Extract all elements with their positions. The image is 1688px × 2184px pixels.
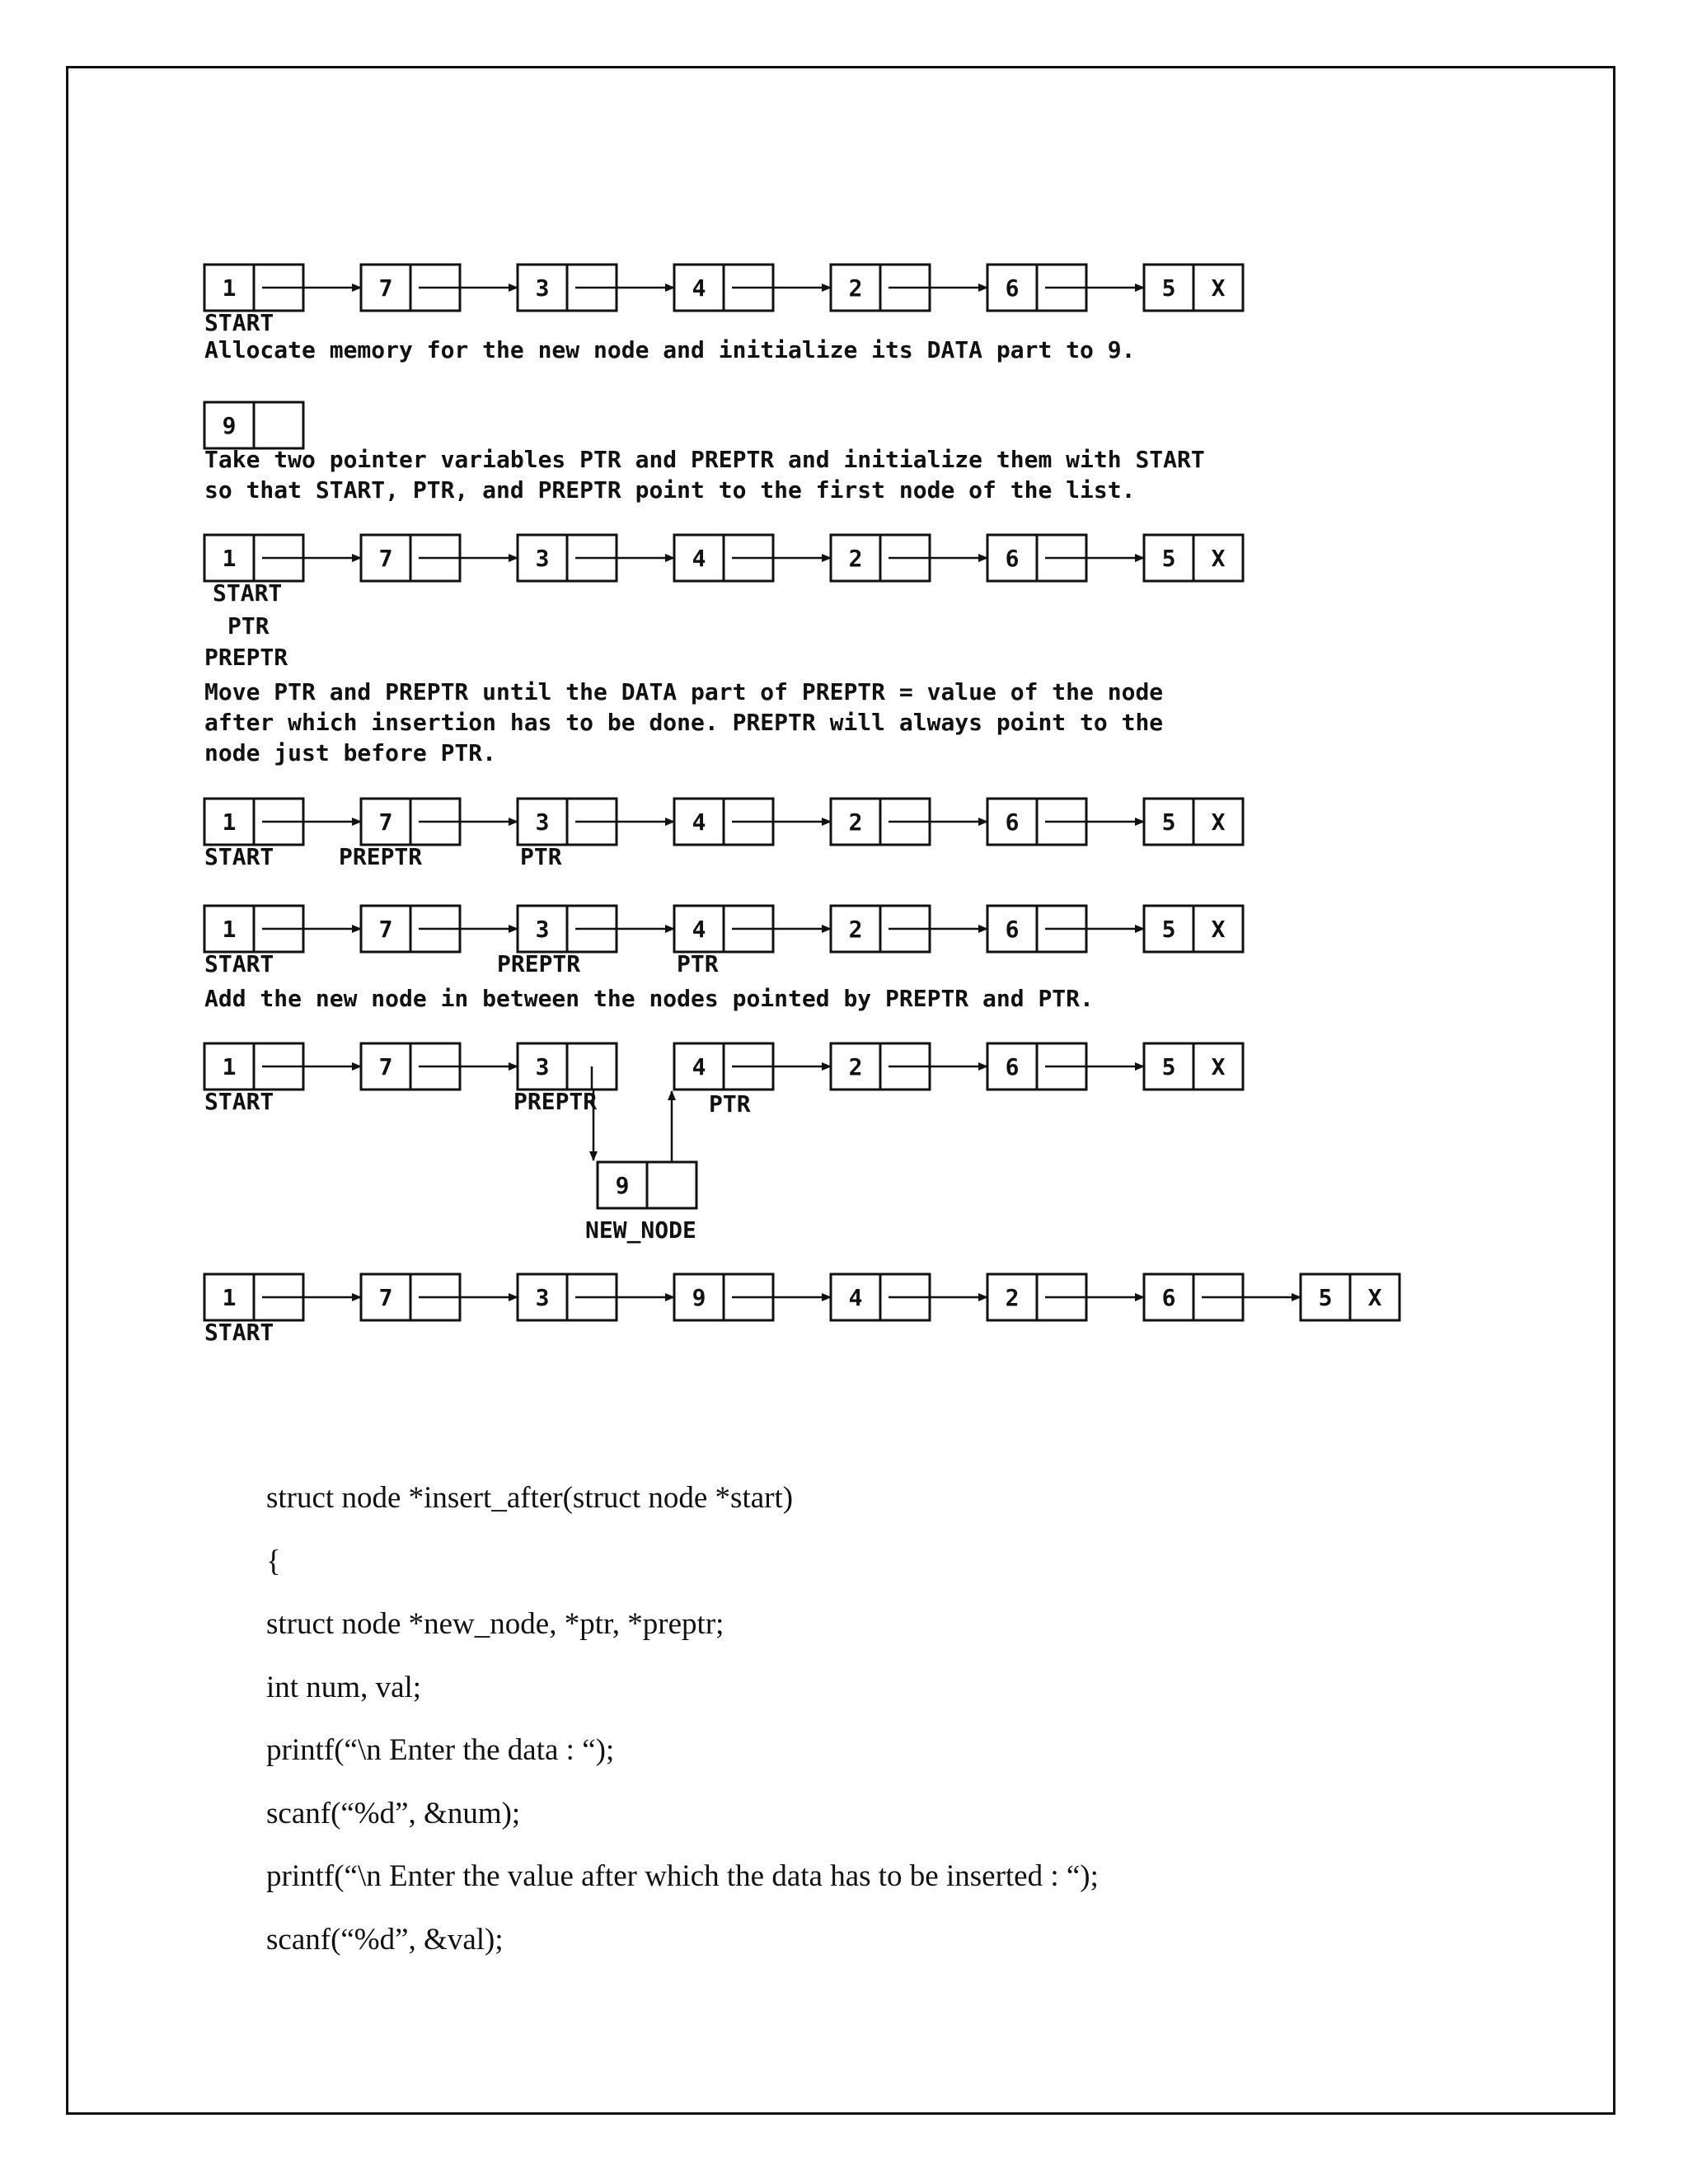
start-label: START bbox=[213, 579, 283, 607]
code-line-5: printf(“\n Enter the data : “); bbox=[266, 1733, 615, 1767]
list-node-value: 6 bbox=[1161, 1284, 1176, 1311]
list-node-value: 6 bbox=[1005, 274, 1020, 302]
linked-list-6 bbox=[204, 799, 1243, 870]
list-node-value: 1 bbox=[222, 1053, 237, 1080]
new-node-label: NEW_NODE bbox=[585, 1216, 696, 1244]
preptr-label: PREPTR bbox=[513, 1088, 598, 1115]
list-node-value: 3 bbox=[535, 916, 550, 943]
list-node-value: 1 bbox=[222, 274, 237, 302]
list-node-value: 4 bbox=[692, 916, 706, 943]
ptr-label: PTR bbox=[709, 1090, 751, 1118]
list-node-null-mark: X bbox=[1211, 808, 1226, 836]
code-line-4: int num, val; bbox=[266, 1671, 422, 1704]
list-node-value: 3 bbox=[535, 1284, 550, 1311]
list-node-value: 1 bbox=[222, 916, 237, 943]
list-node-value: 6 bbox=[1005, 545, 1020, 572]
step-text: Move PTR and PREPTR until the DATA part of PREPTR = value of the node bbox=[204, 678, 1164, 705]
code-line-6: scanf(“%d”, &num); bbox=[266, 1797, 521, 1830]
list-node-value: 7 bbox=[378, 1053, 393, 1080]
new-node-9 bbox=[204, 402, 303, 448]
step-text: Take two pointer variables PTR and PREPTR and initialize them with START bbox=[204, 446, 1205, 473]
ptr-label: PTR bbox=[677, 950, 719, 977]
list-node-null-mark: X bbox=[1211, 274, 1226, 302]
start-label: START bbox=[204, 950, 274, 977]
list-node-value: 5 bbox=[1161, 916, 1176, 943]
linked-list-insert-after-diagram bbox=[68, 68, 1613, 1469]
list-node-value: 4 bbox=[692, 808, 706, 836]
list-node-value: 7 bbox=[378, 1284, 393, 1311]
list-node-value: 7 bbox=[378, 916, 393, 943]
page-frame bbox=[66, 66, 1615, 2115]
list-node-value: 5 bbox=[1161, 808, 1176, 836]
list-node-value: 3 bbox=[535, 545, 550, 572]
list-node-value: 7 bbox=[378, 274, 393, 302]
linked-list-10 bbox=[204, 1274, 1400, 1346]
list-node-null-mark: X bbox=[1211, 1053, 1226, 1080]
list-node-value: 4 bbox=[692, 274, 706, 302]
list-node-value: 7 bbox=[378, 808, 393, 836]
list-node-value: 4 bbox=[692, 545, 706, 572]
preptr-label: PREPTR bbox=[204, 644, 288, 671]
list-node-value: 1 bbox=[222, 545, 237, 572]
ptr-label: PTR bbox=[227, 612, 270, 640]
linked-list-0 bbox=[204, 265, 1243, 336]
list-node-value: 6 bbox=[1005, 1053, 1020, 1080]
list-node-value: 3 bbox=[535, 808, 550, 836]
list-node-value: 2 bbox=[848, 1053, 863, 1080]
list-node-value: 2 bbox=[1005, 1284, 1020, 1311]
list-node-value: 2 bbox=[848, 274, 863, 302]
preptr-label: PREPTR bbox=[339, 843, 423, 870]
list-node-null-mark: X bbox=[1211, 916, 1226, 943]
new-node-value: 9 bbox=[222, 412, 237, 439]
linked-list-4 bbox=[204, 535, 1243, 671]
step-text: Add the new node in between the nodes pointed by PREPTR and PTR. bbox=[204, 985, 1094, 1012]
list-node-value: 5 bbox=[1161, 274, 1176, 302]
list-node-value: 6 bbox=[1005, 916, 1020, 943]
code-line-1: struct node *insert_after(struct node *start) bbox=[266, 1481, 794, 1515]
list-node-value: 5 bbox=[1318, 1284, 1333, 1311]
list-node-value: 2 bbox=[848, 916, 863, 943]
list-node-value: 7 bbox=[378, 545, 393, 572]
list-node-value: 9 bbox=[692, 1284, 706, 1311]
list-node-value: 5 bbox=[1161, 545, 1176, 572]
start-label: START bbox=[204, 1319, 274, 1346]
start-label: START bbox=[204, 843, 274, 870]
step-text: node just before PTR. bbox=[204, 739, 497, 766]
list-node-value: 2 bbox=[848, 545, 863, 572]
linked-list-9 bbox=[204, 1043, 1243, 1244]
list-node-value: 1 bbox=[222, 1284, 237, 1311]
step-text: after which insertion has to be done. PREPTR will always point to the bbox=[204, 709, 1164, 736]
code-line-8: scanf(“%d”, &val); bbox=[266, 1923, 504, 1957]
linked-list-7 bbox=[204, 906, 1243, 977]
list-node-value: 3 bbox=[535, 274, 550, 302]
list-node-value: 4 bbox=[848, 1284, 863, 1311]
list-node-null-mark: X bbox=[1211, 545, 1226, 572]
step-text: so that START, PTR, and PREPTR point to the first node of the list. bbox=[204, 476, 1136, 504]
inserted-node-value: 9 bbox=[615, 1172, 630, 1199]
list-node-value: 3 bbox=[535, 1053, 550, 1080]
list-node-value: 4 bbox=[692, 1053, 706, 1080]
start-label: START bbox=[204, 1088, 274, 1115]
list-node-value: 6 bbox=[1005, 808, 1020, 836]
code-line-7: printf(“\n Enter the value after which the data has to be inserted : “); bbox=[266, 1859, 1099, 1893]
code-line-3: struct node *new_node, *ptr, *preptr; bbox=[266, 1607, 724, 1641]
preptr-label: PREPTR bbox=[497, 950, 581, 977]
list-node-null-mark: X bbox=[1367, 1284, 1382, 1311]
list-node-value: 2 bbox=[848, 808, 863, 836]
ptr-label: PTR bbox=[520, 843, 562, 870]
list-node-value: 1 bbox=[222, 808, 237, 836]
start-label: START bbox=[204, 309, 274, 336]
step-text: Allocate memory for the new node and initialize its DATA part to 9. bbox=[204, 336, 1136, 363]
list-node-value: 5 bbox=[1161, 1053, 1176, 1080]
code-line-2: { bbox=[266, 1544, 281, 1578]
